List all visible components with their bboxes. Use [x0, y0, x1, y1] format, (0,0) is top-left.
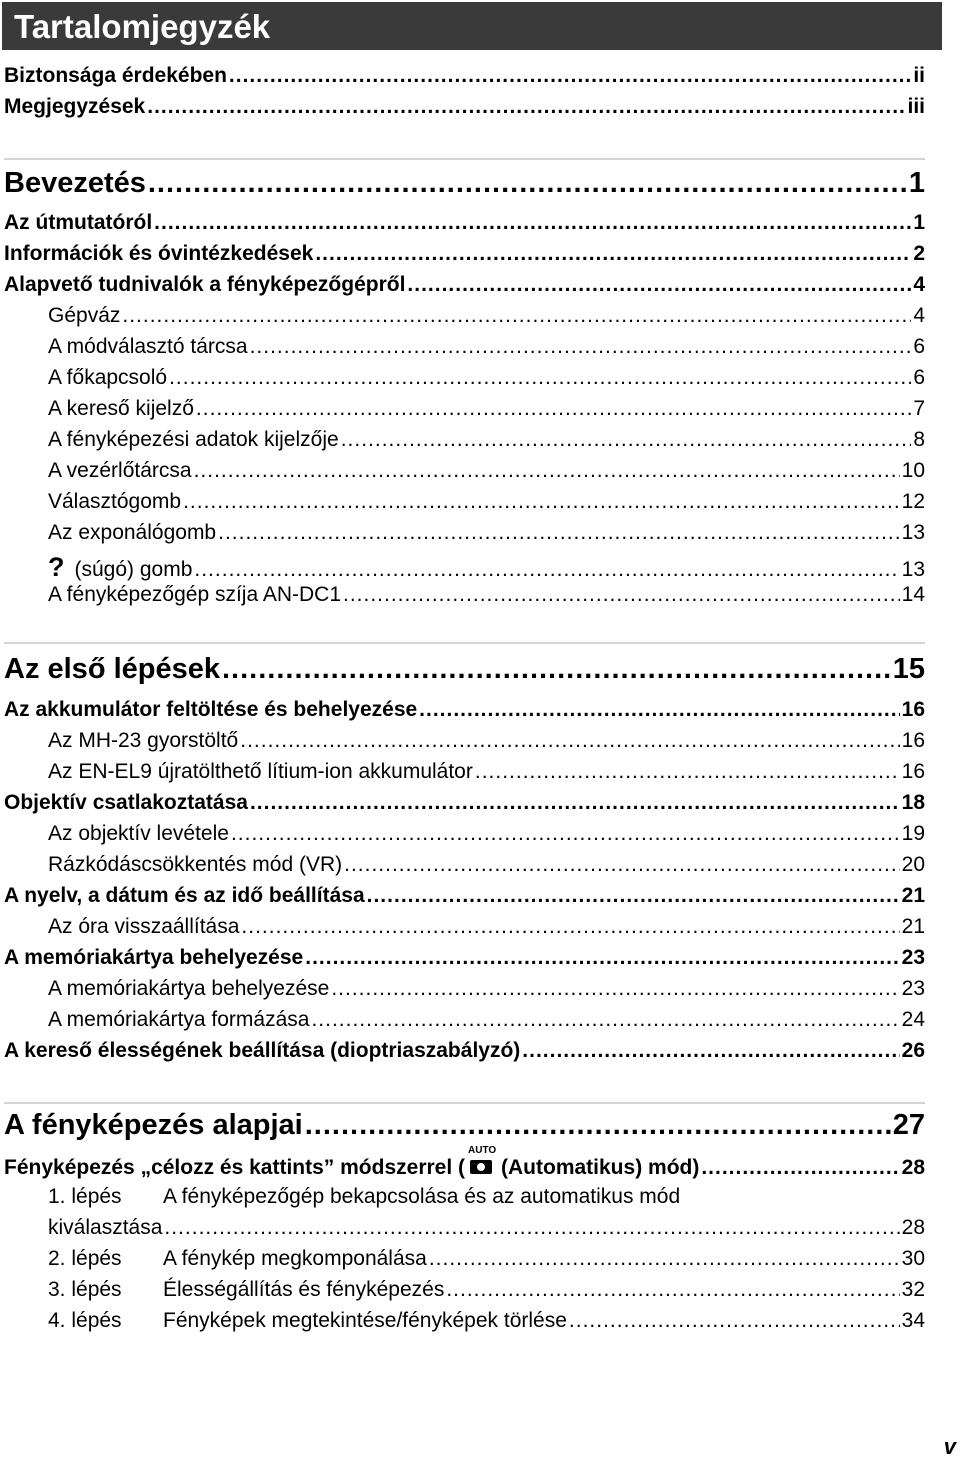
toc-title-bar [2, 2, 942, 50]
chapter-heading[interactable]: A fényképezés alapjai ..... 27 [4, 1109, 925, 1142]
help-question-icon: ? [48, 552, 65, 582]
toc-entry[interactable]: Információk és óvintézkedések ..... 2 [4, 242, 925, 266]
toc-entry[interactable]: Alapvető tudnivalók a fényképezőgépről ..... 4 [4, 273, 925, 297]
toc-step[interactable]: 3. lépés Élességállítás és fényképezés ..... 32 [48, 1278, 925, 1302]
toc-step-continuation[interactable]: kiválasztása ..... 28 [48, 1216, 925, 1240]
chapter-heading[interactable]: Az első lépések ..... 15 [4, 653, 925, 686]
chapter-heading[interactable]: Bevezetés ..... 1 [4, 167, 925, 200]
toc-subentry[interactable]: Rázkódáscsökkentés mód (VR) ..... 20 [48, 853, 925, 877]
toc-entry[interactable]: A nyelv, a dátum és az idő beállítása ..... 21 [4, 884, 925, 908]
toc-entry[interactable]: A kereső élességének beállítása (dioptriaszabályzó) ..... 26 [4, 1039, 925, 1063]
toc-subentry[interactable]: A vezérlőtárcsa ..... 10 [48, 459, 925, 483]
toc-entry[interactable]: Objektív csatlakoztatása ..... 18 [4, 791, 925, 815]
toc-entry[interactable]: Fényképezés „célozz és kattints” módszerrel ( AUTO (Automatikus) mód) ..... 28 [4, 1154, 925, 1180]
toc-subentry[interactable]: A memóriakártya formázása ..... 24 [48, 1008, 925, 1032]
section-divider [4, 158, 925, 160]
toc-subentry[interactable]: Az objektív levétele ..... 19 [48, 822, 925, 846]
section-divider [4, 642, 925, 644]
toc-subentry[interactable]: A fényképezőgép szíja AN-DC1 ..... 14 [48, 583, 925, 607]
toc-entry[interactable]: Az akkumulátor feltöltése és behelyezése ..... 16 [4, 698, 925, 722]
toc-subentry[interactable]: Az óra visszaállítása ..... 21 [48, 915, 925, 939]
toc-subentry[interactable]: A kereső kijelző ..... 7 [48, 397, 925, 421]
toc-entry[interactable]: Megjegyzések ..... iii [4, 95, 925, 119]
toc-subentry[interactable]: Az exponálógomb ..... 13 [48, 521, 925, 545]
toc-subentry[interactable]: A memóriakártya behelyezése ..... 23 [48, 977, 925, 1001]
toc-subentry[interactable]: A fényképezési adatok kijelzője ..... 8 [48, 428, 925, 452]
toc-entry[interactable]: Biztonsága érdekében ..... ii [4, 64, 925, 88]
toc-subentry[interactable]: Az MH-23 gyorstöltő ..... 16 [48, 729, 925, 753]
section-divider [4, 1102, 925, 1104]
page-number: v [943, 1434, 956, 1459]
toc-subentry[interactable]: Választógomb ..... 12 [48, 490, 925, 514]
toc-step[interactable]: 1. lépés A fényképezőgép bekapcsolása és az automatikus mód [48, 1185, 681, 1208]
auto-mode-icon: AUTO [467, 1154, 495, 1176]
toc-entry[interactable]: A memóriakártya behelyezése ..... 23 [4, 946, 925, 970]
toc-subentry[interactable]: A főkapcsoló ..... 6 [48, 366, 925, 390]
toc-subentry[interactable]: ? (súgó) gomb ..... 13 [48, 552, 925, 583]
toc-title: Tartalomjegyzék [14, 8, 271, 45]
toc-subentry[interactable]: A módválasztó tárcsa ..... 6 [48, 335, 925, 359]
toc-subentry[interactable]: Az EN-EL9 újratölthető lítium-ion akkumulátor ..... 16 [48, 760, 925, 784]
toc-step[interactable]: 2. lépés A fénykép megkomponálása ..... 30 [48, 1247, 925, 1271]
toc-step[interactable]: 4. lépés Fényképek megtekintése/fényképek törlése ..... 34 [48, 1309, 925, 1333]
toc-subentry[interactable]: Gépváz ..... 4 [48, 304, 925, 328]
toc-entry[interactable]: Az útmutatóról ..... 1 [4, 211, 925, 235]
